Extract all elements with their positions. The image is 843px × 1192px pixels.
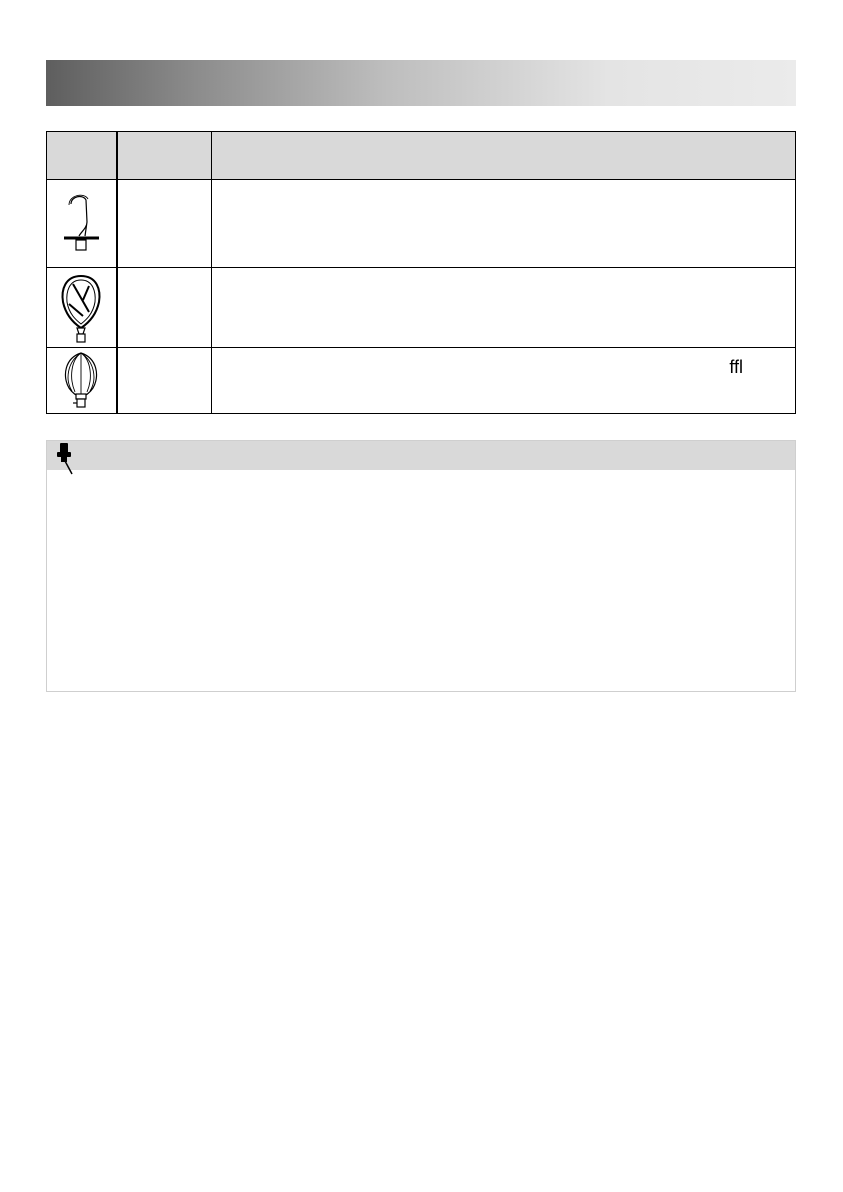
attachment-description-cell	[212, 348, 796, 414]
header-cell-description	[212, 132, 796, 180]
attachment-name-cell	[117, 268, 212, 348]
attachment-description-cell	[212, 180, 796, 268]
note-header	[47, 441, 795, 470]
table-row	[47, 180, 796, 268]
attachments-table	[46, 131, 796, 414]
attachment-description-cell	[212, 268, 796, 348]
table-header-row	[47, 132, 796, 180]
attachment-name-cell	[117, 348, 212, 414]
whisk-icon	[47, 350, 116, 412]
note-box	[46, 440, 796, 692]
header-cell-name	[117, 132, 212, 180]
image-cell	[47, 180, 117, 268]
dough-hook-icon	[47, 192, 116, 256]
table-row	[47, 348, 796, 414]
flat-beater-icon	[47, 272, 116, 344]
section-header-bar	[46, 60, 796, 106]
ligature-glyph: ffl	[729, 357, 743, 377]
image-cell	[47, 268, 117, 348]
table-row	[47, 268, 796, 348]
pushpin-icon	[53, 442, 79, 481]
header-cell-image	[47, 132, 117, 180]
image-cell	[47, 348, 117, 414]
attachment-name-cell	[117, 180, 212, 268]
